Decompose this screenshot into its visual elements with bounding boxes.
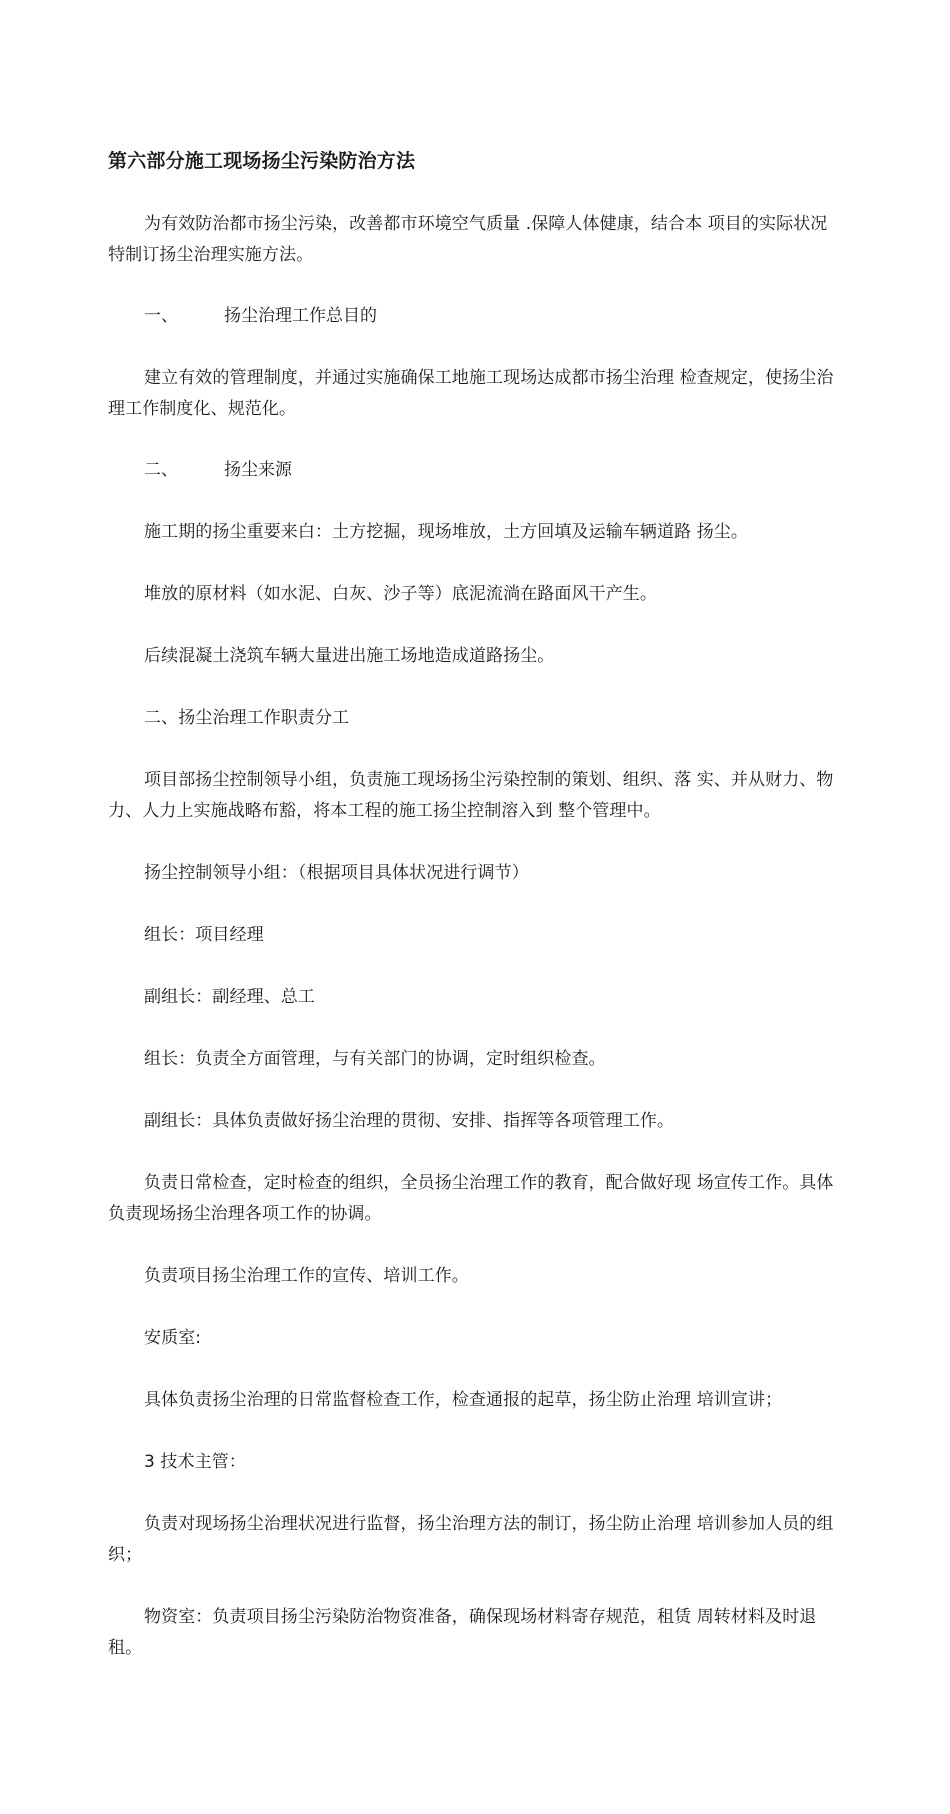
deputy-paragraph: 副组长：副经理、总工: [144, 987, 315, 1007]
tech-duty-paragraph: 负责对现场扬尘治理状况进行监督，扬尘治理方法的制订，扬尘防止治理 培训参加人员的组织；: [108, 1514, 834, 1565]
goal-paragraph: 建立有效的管理制度，并通过实施确保工地施工现场达成都市扬尘治理 检查规定，使扬尘治理工作制度化、规范化。: [108, 368, 834, 419]
section-number: 一、: [144, 306, 178, 326]
section-heading-duty: 二、扬尘治理工作职责分工: [144, 708, 350, 728]
source-paragraph-2: 堆放的原材料（如水泥、白灰、沙子等）底泥流淌在路面风干产生。: [144, 584, 657, 604]
section-label: 扬尘来源: [224, 460, 292, 480]
document-body: [108, 146, 838, 1664]
source-paragraph-3: 后续混凝土浇筑车辆大量进出施工场地造成道路扬尘。: [144, 646, 555, 666]
intro-paragraph: 为有效防治都市扬尘污染，改善都市环境空气质量 .保障人体健康，结合本 项目的实际状况特制订扬尘治理实施方法。: [108, 214, 828, 265]
training-paragraph: 负责项目扬尘治理工作的宣传、培训工作。: [144, 1266, 469, 1286]
daily-paragraph: 负责日常检查，定时检查的组织，全员扬尘治理工作的教育，配合做好现 场宣传工作。具体负责现场扬尘治理各项工作的协调。: [108, 1173, 834, 1224]
section-heading-goal: [108, 301, 838, 332]
safety-duty-paragraph: 具体负责扬尘治理的日常监督检查工作，检查通报的起草，扬尘防止治理 培训宣讲；: [144, 1390, 783, 1410]
section-number: 二、: [144, 460, 178, 480]
section-label: 扬尘治理工作总目的: [224, 306, 377, 326]
duty-intro-paragraph: 项目部扬尘控制领导小组，负责施工现场扬尘污染控制的策划、组织、落 实、并从财力、物力、人力上实施战略布豁，将本工程的施工扬尘控制溶入到 整个管理中。: [108, 770, 834, 821]
materials-paragraph: 物资室：负责项目扬尘污染防治物资准备，确保现场材料寄存规范，租赁 周转材料及时退租。: [108, 1607, 817, 1658]
leader-paragraph: 组长：项目经理: [144, 925, 264, 945]
document-title: 第六部分施工现场扬尘污染防治方法: [108, 150, 416, 172]
safety-office-paragraph: 安质室:: [144, 1328, 202, 1348]
group-paragraph: 扬尘控制领导小组：（根据项目具体状况进行调节）: [144, 863, 529, 883]
source-paragraph-1: 施工期的扬尘重要来白：土方挖掘，现场堆放，土方回填及运输车辆道路 扬尘。: [144, 522, 749, 542]
tech-paragraph: 3 技术主管：: [144, 1452, 246, 1472]
section-heading-source: [108, 455, 838, 486]
deputy-duty-paragraph: 副组长：具体负责做好扬尘治理的贯彻、安排、指挥等各项管理工作。: [144, 1111, 675, 1131]
leader-duty-paragraph: 组长：负责全方面管理，与有关部门的协调，定时组织检查。: [144, 1049, 606, 1069]
